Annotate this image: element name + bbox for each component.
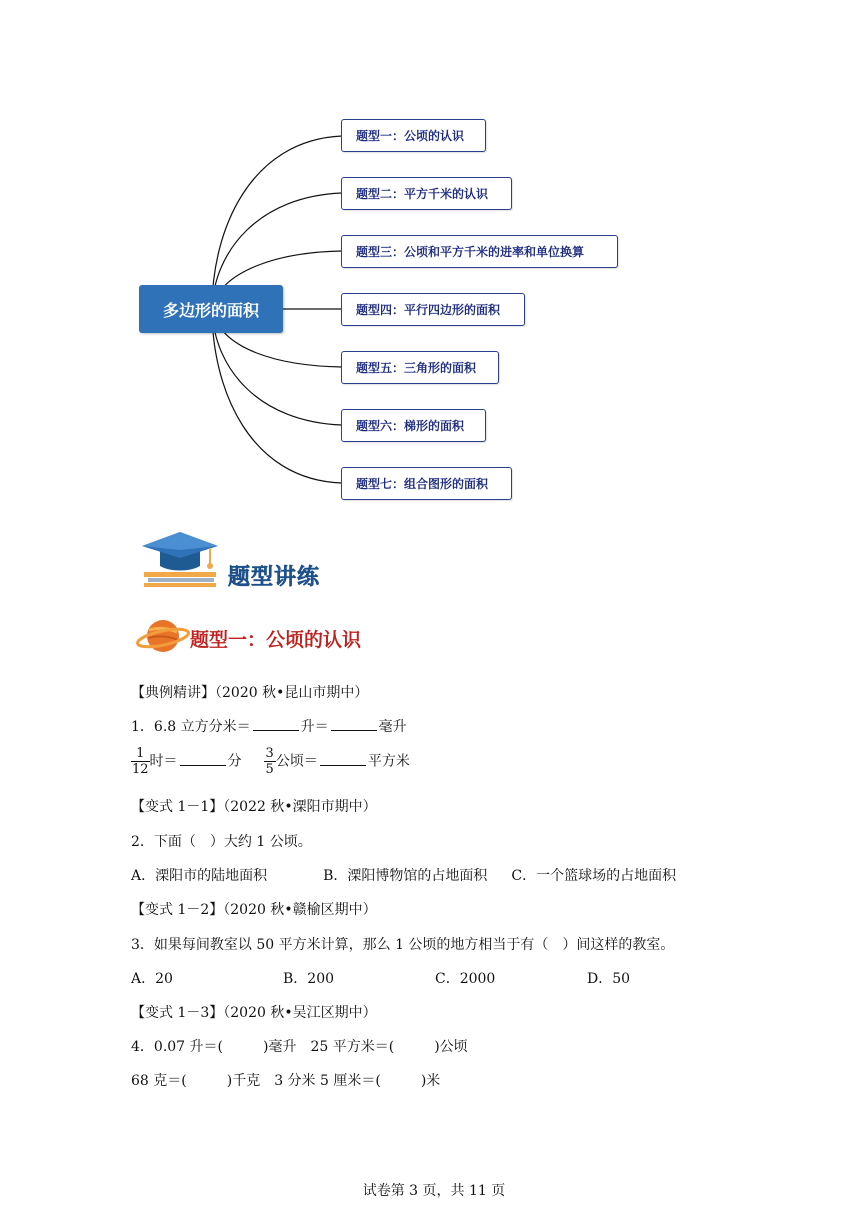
q3-stem: 3．如果每间教室以 50 平方米计算，那么 1 公顷的地方相当于有（ ）间这样的教室。: [131, 937, 675, 953]
type-title: 题型一：公顷的认识: [190, 629, 362, 651]
fraction-numerator: 1: [131, 746, 150, 762]
answer-blank[interactable]: [180, 751, 226, 766]
q1-text-d: 时＝: [149, 753, 178, 770]
page-footer: 试卷第 3 页，共 11 页: [362, 1183, 506, 1199]
mindmap-node-1: 题型一：公顷的认识: [341, 119, 486, 152]
q4-text-c: )公顷: [434, 1039, 468, 1055]
q1-text-f: 公顷＝: [275, 753, 318, 770]
q2-option-a[interactable]: A．溧阳市的陆地面积: [131, 868, 268, 884]
mindmap-node-2: 题型二：平方千米的认识: [341, 177, 512, 210]
mindmap-node-5: 题型五：三角形的面积: [341, 351, 499, 384]
fraction-1-12: [131, 746, 150, 777]
q4-text-a: 4．0.07 升＝(: [131, 1039, 223, 1055]
q3-tag: 【变式 1－2】（2020 秋•赣榆区期中）: [131, 902, 377, 918]
mindmap-node-3: 题型三：公顷和平方千米的进率和单位换算: [341, 235, 618, 268]
q2-stem: 2．下面（ ）大约 1 公顷。: [131, 834, 312, 850]
q4-text-f: )米: [420, 1073, 441, 1089]
q3-option-a[interactable]: A．20: [131, 971, 173, 987]
q1-text-a: 1．6.8 立方分米＝: [131, 719, 251, 735]
planet-icon: [136, 614, 190, 658]
q4-text-d: 68 克＝(: [131, 1073, 187, 1089]
q1-tag: 【典例精讲】（2020 秋•昆山市期中）: [131, 685, 369, 701]
banner-title: 题型讲练: [228, 565, 321, 590]
q1-line2: [131, 746, 410, 777]
q1-text-c: 毫升: [378, 719, 407, 735]
q3-options: [131, 968, 630, 988]
q1-line1: [131, 716, 407, 736]
q4-line2: [131, 1070, 440, 1090]
q1-text-b: 升＝: [300, 719, 329, 735]
answer-blank[interactable]: [331, 716, 377, 731]
mindmap-node-7: 题型七：组合图形的面积: [341, 467, 512, 500]
q4-text-b: )毫升 25 平方米＝(: [263, 1039, 395, 1055]
q3-option-c[interactable]: C．2000: [435, 971, 496, 987]
q1-text-e: 分: [227, 753, 242, 770]
fraction-numerator: 3: [265, 746, 274, 761]
connector-1: [212, 136, 342, 309]
q2-options: [131, 865, 676, 885]
q3-option-d[interactable]: D．50: [587, 971, 631, 987]
q2-option-b[interactable]: B．溧阳博物馆的占地面积: [323, 868, 488, 884]
connector-7: [212, 309, 342, 483]
q4-tag: 【变式 1－3】（2020 秋•吴江区期中）: [131, 1005, 377, 1021]
q3-option-b[interactable]: B．200: [283, 971, 335, 987]
answer-blank[interactable]: [320, 751, 366, 766]
q1-text-g: 平方米: [367, 753, 410, 770]
fraction-3-5: [264, 746, 276, 777]
mindmap-root: 多边形的面积: [139, 285, 283, 333]
fraction-denominator: 12: [132, 762, 149, 777]
mindmap-node-4: 题型四：平行四边形的面积: [341, 293, 525, 326]
q4-line1: [131, 1036, 468, 1056]
q2-option-c[interactable]: C．一个篮球场的占地面积: [511, 868, 677, 884]
answer-blank[interactable]: [253, 716, 299, 731]
q2-tag: 【变式 1－1】（2022 秋•溧阳市期中）: [131, 799, 377, 815]
q4-text-e: )千克 3 分米 5 厘米＝(: [226, 1073, 381, 1089]
fraction-denominator: 5: [265, 762, 274, 777]
mindmap-node-6: 题型六：梯形的面积: [341, 409, 486, 442]
